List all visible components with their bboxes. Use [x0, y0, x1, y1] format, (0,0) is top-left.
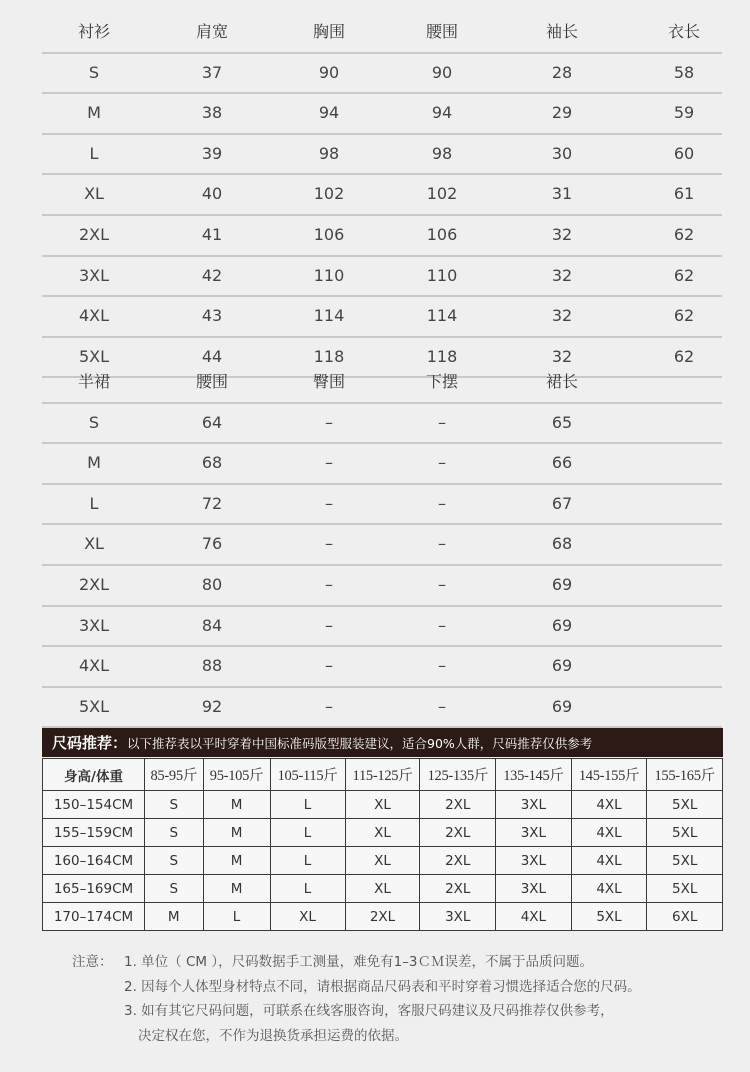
size-cell: 2XL [420, 847, 496, 875]
size-cell: XL [345, 819, 420, 847]
size-recommendation-table [42, 758, 723, 931]
size-cell: 2XL [420, 819, 496, 847]
table-cell: 43 [201, 306, 223, 326]
table-cell: 114 [426, 306, 458, 326]
table-cell: 5XL [78, 346, 110, 366]
table-cell: S [88, 412, 100, 432]
column-header: 袖长 [545, 22, 579, 41]
table-cell: – [325, 412, 333, 432]
table-row [42, 257, 722, 298]
table-cell: – [438, 656, 446, 676]
table-cell: – [325, 453, 333, 473]
table-cell: 98 [318, 143, 340, 163]
table-cell: 80 [201, 574, 223, 594]
table-header-row [42, 363, 722, 404]
table-cell: 88 [201, 656, 223, 676]
table-cell: – [325, 656, 333, 676]
column-header: 臀围 [312, 372, 346, 391]
table-row [43, 791, 723, 819]
table-cell: 42 [201, 265, 223, 285]
size-cell: 5XL [647, 819, 723, 847]
column-header: 155-165斤 [647, 759, 723, 791]
size-cell: M [203, 847, 270, 875]
column-header: 145-155斤 [571, 759, 647, 791]
table-header-row [43, 759, 723, 791]
table-row [42, 444, 722, 485]
note-continuation: 决定权在您，不作为退换货承担运费的依据。 [138, 1027, 408, 1044]
table-cell: 60 [673, 143, 695, 163]
size-cell: 5XL [647, 791, 723, 819]
table-cell: 3XL [78, 615, 110, 635]
size-cell: L [270, 819, 345, 847]
table-row [43, 819, 723, 847]
table-cell: 40 [201, 184, 223, 204]
table-row [42, 175, 722, 216]
size-cell: L [270, 791, 345, 819]
table-row [43, 903, 723, 931]
table-cell: 2XL [78, 574, 110, 594]
column-header: 下摆 [425, 372, 459, 391]
size-cell: M [203, 791, 270, 819]
table-row [42, 216, 722, 257]
table-cell: 64 [201, 412, 223, 432]
table-row [42, 404, 722, 445]
table-row [42, 525, 722, 566]
column-header: 衣长 [667, 22, 701, 41]
table-header-row [42, 13, 722, 54]
size-cell: 5XL [571, 903, 647, 931]
height-range-cell: 165–169CM [43, 875, 145, 903]
table-cell: 69 [551, 656, 573, 676]
table-cell: 32 [551, 346, 573, 366]
size-recommendation-bar [42, 728, 723, 757]
height-range-cell: 160–164CM [43, 847, 145, 875]
table-cell: 31 [551, 184, 573, 204]
size-cell: 3XL [420, 903, 496, 931]
size-cell: 6XL [647, 903, 723, 931]
note-item: 2. 因每个人体型身材特点不同，请根据商品尺码表和平时穿着习惯选择适合您的尺码。 [124, 978, 641, 995]
size-cell: XL [345, 791, 420, 819]
size-cell: 3XL [496, 847, 572, 875]
table-cell: 110 [313, 265, 345, 285]
table-row [43, 875, 723, 903]
table-cell: L [89, 143, 99, 163]
column-header: 裙长 [545, 372, 579, 391]
size-cell: S [145, 875, 204, 903]
table-cell: M [87, 103, 101, 123]
column-header: 105-115斤 [270, 759, 345, 791]
size-cell: S [145, 819, 204, 847]
table-cell: 4XL [78, 656, 110, 676]
table-cell: 90 [318, 62, 340, 82]
height-range-cell: 150–154CM [43, 791, 145, 819]
table-cell: L [89, 493, 99, 513]
note-item: 1. 单位（ CM ），尺码数据手工测量，难免有1–3ＣＭ误差，不属于品质问题。 [124, 954, 594, 970]
size-cell: 4XL [496, 903, 572, 931]
table-cell: 62 [673, 224, 695, 244]
size-cell: M [145, 903, 204, 931]
size-cell: L [270, 875, 345, 903]
size-cell: 5XL [647, 875, 723, 903]
table-cell: 69 [551, 696, 573, 716]
table-cell: 44 [201, 346, 223, 366]
table-cell: – [438, 453, 446, 473]
table-cell: – [438, 493, 446, 513]
table-cell: 32 [551, 306, 573, 326]
column-header: 115-125斤 [345, 759, 420, 791]
table-cell: 29 [551, 103, 573, 123]
column-header: 腰围 [195, 372, 229, 391]
notes-label: 注意： [72, 954, 113, 970]
table-cell: 3XL [78, 265, 110, 285]
table-cell: 67 [551, 493, 573, 513]
column-header: 肩宽 [195, 22, 229, 41]
table-cell: – [438, 696, 446, 716]
table-cell: 98 [431, 143, 453, 163]
size-cell: 3XL [496, 875, 572, 903]
table-cell: 30 [551, 143, 573, 163]
table-cell: 41 [201, 224, 223, 244]
shirt-size-table [42, 13, 722, 378]
column-header: 衬衫 [77, 22, 111, 41]
table-cell: 61 [673, 184, 695, 204]
size-cell: S [145, 791, 204, 819]
skirt-size-table [42, 363, 722, 728]
table-cell: – [325, 493, 333, 513]
size-cell: 4XL [571, 791, 647, 819]
recommendation-description: 以下推荐表以平时穿着中国标准码版型服装建议，适合90%人群，尺码推荐仅供参考 [127, 735, 593, 751]
table-cell: – [325, 615, 333, 635]
table-row [42, 688, 722, 729]
table-cell: 66 [551, 453, 573, 473]
column-header: 身高/体重 [43, 759, 145, 791]
table-row [42, 485, 722, 526]
table-cell: 84 [201, 615, 223, 635]
table-cell: XL [84, 534, 104, 554]
table-row [43, 847, 723, 875]
height-range-cell: 155–159CM [43, 819, 145, 847]
table-row [42, 54, 722, 95]
column-header: 135-145斤 [496, 759, 572, 791]
table-cell: M [87, 453, 101, 473]
table-cell: – [438, 412, 446, 432]
size-cell: L [203, 903, 270, 931]
size-cell: XL [345, 847, 420, 875]
table-cell: 65 [551, 412, 573, 432]
table-cell: 94 [318, 103, 340, 123]
table-cell: – [325, 696, 333, 716]
size-cell: M [203, 875, 270, 903]
size-cell: M [203, 819, 270, 847]
table-cell: – [438, 615, 446, 635]
table-row [42, 647, 722, 688]
recommendation-title: 尺码推荐： [52, 734, 128, 752]
table-cell: 118 [426, 346, 458, 366]
table-cell: 106 [426, 224, 458, 244]
table-cell: 118 [313, 346, 345, 366]
column-header: 95-105斤 [203, 759, 270, 791]
table-cell: – [438, 534, 446, 554]
size-cell: 4XL [571, 847, 647, 875]
column-header: 半裙 [77, 372, 111, 391]
table-cell: 69 [551, 615, 573, 635]
size-cell: 5XL [647, 847, 723, 875]
table-cell: 62 [673, 306, 695, 326]
size-cell: 2XL [420, 875, 496, 903]
table-cell: 72 [201, 493, 223, 513]
table-cell: 94 [431, 103, 453, 123]
table-cell: – [325, 534, 333, 554]
size-cell: XL [270, 903, 345, 931]
column-header: 胸围 [312, 22, 346, 41]
column-header: 腰围 [425, 22, 459, 41]
height-range-cell: 170–174CM [43, 903, 145, 931]
table-cell: – [325, 574, 333, 594]
table-cell: 38 [201, 103, 223, 123]
table-row [42, 607, 722, 648]
table-cell: S [88, 62, 100, 82]
size-cell: 4XL [571, 819, 647, 847]
size-cell: 2XL [345, 903, 420, 931]
size-cell: XL [345, 875, 420, 903]
table-row [42, 297, 722, 338]
size-cell: 2XL [420, 791, 496, 819]
table-cell: 32 [551, 265, 573, 285]
table-cell: 102 [426, 184, 458, 204]
table-cell: 59 [673, 103, 695, 123]
table-cell: 90 [431, 62, 453, 82]
note-item: 3. 如有其它尺码问题，可联系在线客服咨询，客服尺码建议及尺码推荐仅供参考， [124, 1003, 614, 1019]
table-row [42, 94, 722, 135]
table-row [42, 135, 722, 176]
size-cell: 3XL [496, 819, 572, 847]
table-cell: – [438, 574, 446, 594]
table-cell: 110 [426, 265, 458, 285]
table-cell: 37 [201, 62, 223, 82]
table-cell: 62 [673, 346, 695, 366]
table-cell: XL [84, 184, 104, 204]
table-cell: 2XL [78, 224, 110, 244]
table-row [42, 566, 722, 607]
table-cell: 92 [201, 696, 223, 716]
table-cell: 68 [201, 453, 223, 473]
table-cell: 4XL [78, 306, 110, 326]
table-cell: 32 [551, 224, 573, 244]
size-cell: 3XL [496, 791, 572, 819]
table-cell: 58 [673, 62, 695, 82]
table-cell: 68 [551, 534, 573, 554]
size-cell: 4XL [571, 875, 647, 903]
table-cell: 5XL [78, 696, 110, 716]
table-cell: 69 [551, 574, 573, 594]
table-cell: 76 [201, 534, 223, 554]
table-cell: 39 [201, 143, 223, 163]
table-cell: 62 [673, 265, 695, 285]
size-cell: S [145, 847, 204, 875]
table-cell: 102 [313, 184, 345, 204]
table-cell: 106 [313, 224, 345, 244]
column-header: 125-135斤 [420, 759, 496, 791]
column-header: 85-95斤 [145, 759, 204, 791]
table-cell: 114 [313, 306, 345, 326]
table-cell: 28 [551, 62, 573, 82]
size-cell: L [270, 847, 345, 875]
